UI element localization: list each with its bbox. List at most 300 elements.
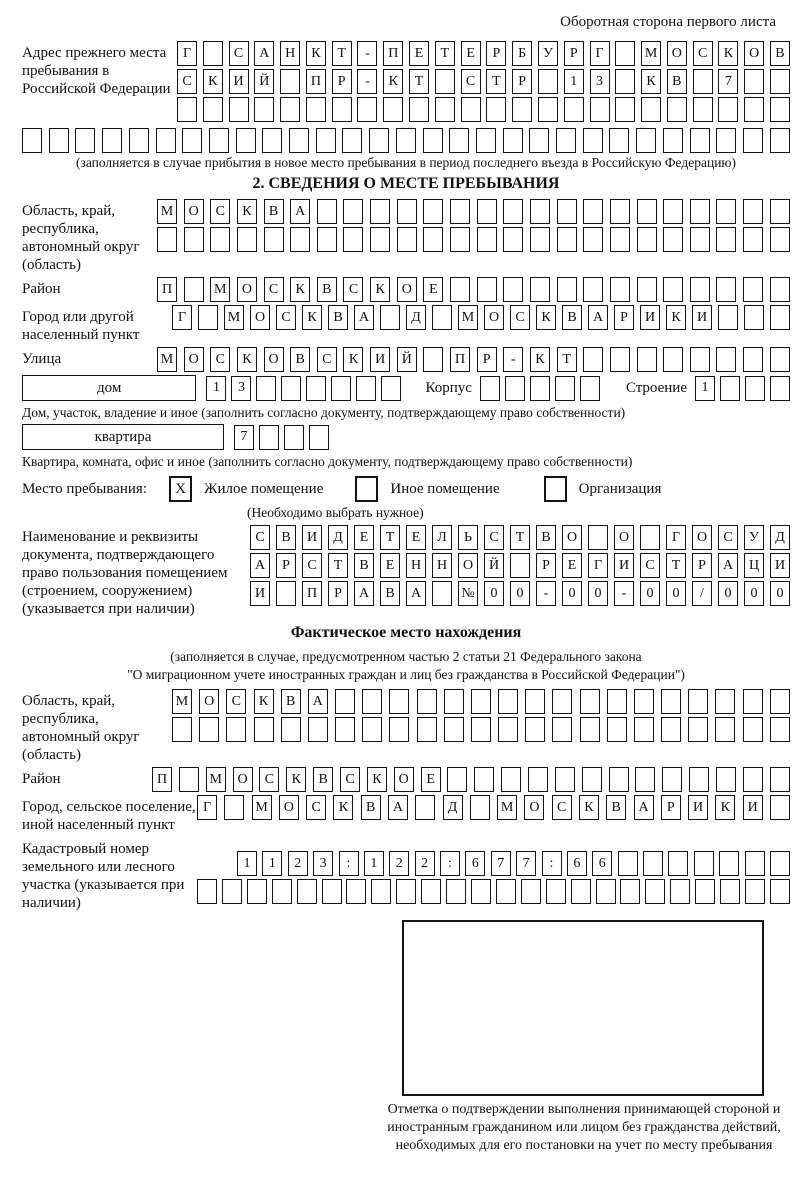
form-cell[interactable]	[667, 97, 687, 122]
form-cell[interactable]: В	[536, 525, 556, 550]
form-cell[interactable]	[607, 689, 627, 714]
form-cell[interactable]: Р	[332, 69, 352, 94]
form-cell[interactable]: 7	[516, 851, 536, 876]
form-cell[interactable]: Т	[435, 41, 455, 66]
form-cell[interactable]	[770, 128, 790, 153]
form-cell[interactable]	[370, 199, 390, 224]
form-cell[interactable]: П	[306, 69, 326, 94]
form-cell[interactable]	[609, 128, 629, 153]
form-cell[interactable]	[770, 277, 790, 302]
form-cell[interactable]	[356, 376, 376, 401]
form-cell[interactable]	[596, 879, 616, 904]
form-cell[interactable]	[203, 97, 223, 122]
form-cell[interactable]	[184, 277, 204, 302]
form-cell[interactable]: О	[692, 525, 712, 550]
form-cell[interactable]: Е	[461, 41, 481, 66]
form-cell[interactable]: К	[370, 277, 390, 302]
form-cell[interactable]	[743, 227, 763, 252]
form-cell[interactable]	[716, 199, 736, 224]
form-cell[interactable]	[743, 277, 763, 302]
form-cell[interactable]: С	[302, 553, 322, 578]
form-cell[interactable]	[210, 227, 230, 252]
form-cell[interactable]	[446, 879, 466, 904]
form-cell[interactable]	[538, 97, 558, 122]
form-cell[interactable]	[383, 97, 403, 122]
form-cell[interactable]	[719, 851, 739, 876]
form-cell[interactable]: П	[302, 581, 322, 606]
form-cell[interactable]	[396, 879, 416, 904]
form-cell[interactable]: Т	[486, 69, 506, 94]
form-cell[interactable]	[317, 227, 337, 252]
checkbox-organization[interactable]	[544, 476, 567, 502]
form-cell[interactable]	[525, 717, 545, 742]
form-cell[interactable]	[450, 199, 470, 224]
form-cell[interactable]	[610, 347, 630, 372]
form-cell[interactable]	[435, 69, 455, 94]
form-cell[interactable]	[556, 128, 576, 153]
form-cell[interactable]: 1	[564, 69, 584, 94]
form-cell[interactable]	[615, 97, 635, 122]
form-cell[interactable]	[607, 717, 627, 742]
form-cell[interactable]	[444, 717, 464, 742]
form-cell[interactable]	[280, 69, 300, 94]
form-cell[interactable]: Н	[432, 553, 452, 578]
form-cell[interactable]: К	[536, 305, 556, 330]
form-cell[interactable]: С	[640, 553, 660, 578]
form-cell[interactable]: Т	[380, 525, 400, 550]
form-cell[interactable]: И	[250, 581, 270, 606]
form-cell[interactable]: Ь	[458, 525, 478, 550]
form-cell[interactable]	[22, 128, 42, 153]
form-cell[interactable]	[381, 376, 401, 401]
form-cell[interactable]: А	[588, 305, 608, 330]
form-cell[interactable]: Т	[332, 41, 352, 66]
form-cell[interactable]: Е	[423, 277, 443, 302]
form-cell[interactable]	[280, 97, 300, 122]
form-cell[interactable]	[276, 581, 296, 606]
form-cell[interactable]	[663, 227, 683, 252]
form-cell[interactable]: 0	[562, 581, 582, 606]
form-cell[interactable]	[580, 717, 600, 742]
form-cell[interactable]	[645, 879, 665, 904]
form-cell[interactable]: Д	[328, 525, 348, 550]
form-cell[interactable]	[770, 879, 790, 904]
form-cell[interactable]	[156, 128, 176, 153]
form-cell[interactable]	[610, 199, 630, 224]
form-cell[interactable]	[580, 689, 600, 714]
form-cell[interactable]: О	[397, 277, 417, 302]
form-cell[interactable]: 0	[744, 581, 764, 606]
form-cell[interactable]: К	[237, 347, 257, 372]
form-cell[interactable]: 7	[234, 425, 254, 450]
form-cell[interactable]: Н	[280, 41, 300, 66]
form-cell[interactable]	[690, 347, 710, 372]
form-cell[interactable]: М	[458, 305, 478, 330]
form-cell[interactable]: 2	[288, 851, 308, 876]
form-cell[interactable]	[486, 97, 506, 122]
form-cell[interactable]: В	[313, 767, 333, 792]
form-cell[interactable]	[423, 227, 443, 252]
form-cell[interactable]: Г	[588, 553, 608, 578]
form-cell[interactable]: Г	[666, 525, 686, 550]
form-cell[interactable]	[247, 879, 267, 904]
form-cell[interactable]	[583, 277, 603, 302]
form-cell[interactable]: П	[157, 277, 177, 302]
form-cell[interactable]: А	[634, 795, 654, 820]
form-cell[interactable]	[695, 879, 715, 904]
form-cell[interactable]	[716, 277, 736, 302]
form-cell[interactable]: А	[250, 553, 270, 578]
form-cell[interactable]: С	[552, 795, 572, 820]
form-cell[interactable]	[209, 128, 229, 153]
form-cell[interactable]: Д	[770, 525, 790, 550]
form-cell[interactable]: -	[357, 69, 377, 94]
form-cell[interactable]	[770, 376, 790, 401]
form-cell[interactable]: С	[510, 305, 530, 330]
form-cell[interactable]	[331, 376, 351, 401]
form-cell[interactable]: И	[640, 305, 660, 330]
form-cell[interactable]	[423, 128, 443, 153]
form-cell[interactable]	[432, 581, 452, 606]
form-cell[interactable]: -	[503, 347, 523, 372]
form-cell[interactable]: 2	[415, 851, 435, 876]
form-cell[interactable]: Е	[421, 767, 441, 792]
form-cell[interactable]: И	[688, 795, 708, 820]
form-cell[interactable]: 1	[206, 376, 226, 401]
form-cell[interactable]: О	[264, 347, 284, 372]
form-cell[interactable]: Б	[512, 41, 532, 66]
form-cell[interactable]	[571, 879, 591, 904]
form-cell[interactable]	[635, 767, 655, 792]
form-cell[interactable]	[505, 376, 525, 401]
form-cell[interactable]: О	[250, 305, 270, 330]
form-cell[interactable]	[199, 717, 219, 742]
form-cell[interactable]	[609, 767, 629, 792]
form-cell[interactable]	[432, 305, 452, 330]
form-cell[interactable]: 0	[640, 581, 660, 606]
form-cell[interactable]	[272, 879, 292, 904]
form-cell[interactable]	[661, 689, 681, 714]
form-cell[interactable]	[693, 97, 713, 122]
form-cell[interactable]: К	[302, 305, 322, 330]
form-cell[interactable]	[770, 199, 790, 224]
form-cell[interactable]	[503, 277, 523, 302]
form-cell[interactable]	[640, 525, 660, 550]
form-cell[interactable]: М	[157, 347, 177, 372]
form-cell[interactable]	[157, 227, 177, 252]
form-cell[interactable]: Р	[512, 69, 532, 94]
form-cell[interactable]	[770, 851, 790, 876]
form-cell[interactable]: А	[388, 795, 408, 820]
form-cell[interactable]: С	[484, 525, 504, 550]
form-cell[interactable]: М	[172, 689, 192, 714]
form-cell[interactable]	[552, 717, 572, 742]
form-cell[interactable]	[743, 347, 763, 372]
form-cell[interactable]	[474, 767, 494, 792]
form-cell[interactable]: О	[199, 689, 219, 714]
form-cell[interactable]: К	[383, 69, 403, 94]
form-cell[interactable]: Р	[486, 41, 506, 66]
form-cell[interactable]	[197, 879, 217, 904]
form-cell[interactable]	[222, 879, 242, 904]
form-cell[interactable]	[370, 227, 390, 252]
form-cell[interactable]: А	[290, 199, 310, 224]
form-cell[interactable]	[743, 128, 763, 153]
form-cell[interactable]: С	[210, 199, 230, 224]
form-cell[interactable]: И	[229, 69, 249, 94]
form-cell[interactable]: С	[210, 347, 230, 372]
checkbox-other-premises[interactable]	[355, 476, 378, 502]
form-cell[interactable]: С	[229, 41, 249, 66]
form-cell[interactable]: С	[306, 795, 326, 820]
form-cell[interactable]	[745, 879, 765, 904]
form-cell[interactable]: Е	[380, 553, 400, 578]
form-cell[interactable]	[306, 376, 326, 401]
form-cell[interactable]	[690, 277, 710, 302]
form-cell[interactable]	[770, 717, 790, 742]
form-cell[interactable]	[530, 227, 550, 252]
form-cell[interactable]	[641, 97, 661, 122]
form-cell[interactable]	[423, 347, 443, 372]
form-cell[interactable]	[316, 128, 336, 153]
form-cell[interactable]	[498, 717, 518, 742]
form-cell[interactable]	[715, 689, 735, 714]
form-cell[interactable]: Й	[397, 347, 417, 372]
form-cell[interactable]	[290, 227, 310, 252]
form-cell[interactable]	[471, 879, 491, 904]
form-cell[interactable]: С	[340, 767, 360, 792]
form-cell[interactable]	[512, 97, 532, 122]
form-cell[interactable]: И	[302, 525, 322, 550]
form-cell[interactable]	[281, 376, 301, 401]
form-cell[interactable]	[343, 199, 363, 224]
form-cell[interactable]: В	[770, 41, 790, 66]
form-cell[interactable]: Г	[172, 305, 192, 330]
form-cell[interactable]	[636, 128, 656, 153]
form-cell[interactable]	[369, 128, 389, 153]
form-cell[interactable]: Т	[557, 347, 577, 372]
form-cell[interactable]	[716, 767, 736, 792]
form-cell[interactable]: О	[394, 767, 414, 792]
form-cell[interactable]	[620, 879, 640, 904]
form-cell[interactable]	[289, 128, 309, 153]
form-cell[interactable]	[177, 97, 197, 122]
form-cell[interactable]	[693, 69, 713, 94]
form-cell[interactable]: Т	[328, 553, 348, 578]
form-cell[interactable]	[415, 795, 435, 820]
form-cell[interactable]	[449, 128, 469, 153]
form-cell[interactable]	[718, 97, 738, 122]
form-cell[interactable]	[743, 717, 763, 742]
form-cell[interactable]: 1	[364, 851, 384, 876]
form-cell[interactable]	[720, 376, 740, 401]
form-cell[interactable]	[182, 128, 202, 153]
form-cell[interactable]	[322, 879, 342, 904]
form-cell[interactable]	[770, 305, 790, 330]
form-cell[interactable]	[716, 128, 736, 153]
form-cell[interactable]	[229, 97, 249, 122]
form-cell[interactable]: /	[692, 581, 712, 606]
form-cell[interactable]	[503, 128, 523, 153]
form-cell[interactable]: С	[264, 277, 284, 302]
form-cell[interactable]: М	[252, 795, 272, 820]
form-cell[interactable]: С	[461, 69, 481, 94]
form-cell[interactable]: Р	[614, 305, 634, 330]
form-cell[interactable]	[461, 97, 481, 122]
form-cell[interactable]: О	[614, 525, 634, 550]
form-cell[interactable]: 0	[718, 581, 738, 606]
form-cell[interactable]	[743, 689, 763, 714]
form-cell[interactable]	[744, 97, 764, 122]
form-cell[interactable]	[503, 227, 523, 252]
form-cell[interactable]	[557, 199, 577, 224]
form-cell[interactable]	[588, 525, 608, 550]
form-cell[interactable]	[688, 689, 708, 714]
form-cell[interactable]: К	[641, 69, 661, 94]
form-cell[interactable]: С	[250, 525, 270, 550]
form-cell[interactable]: Р	[276, 553, 296, 578]
form-cell[interactable]: В	[290, 347, 310, 372]
form-cell[interactable]: :	[542, 851, 562, 876]
form-cell[interactable]: О	[184, 199, 204, 224]
form-cell[interactable]	[662, 767, 682, 792]
form-cell[interactable]: Д	[406, 305, 426, 330]
form-cell[interactable]	[590, 97, 610, 122]
form-cell[interactable]: П	[383, 41, 403, 66]
form-cell[interactable]	[423, 199, 443, 224]
form-cell[interactable]	[555, 767, 575, 792]
form-cell[interactable]	[637, 347, 657, 372]
form-cell[interactable]	[284, 425, 304, 450]
form-cell[interactable]	[743, 767, 763, 792]
form-cell[interactable]	[552, 689, 572, 714]
form-cell[interactable]	[317, 199, 337, 224]
form-cell[interactable]: Е	[562, 553, 582, 578]
form-cell[interactable]	[343, 227, 363, 252]
form-cell[interactable]	[480, 376, 500, 401]
form-cell[interactable]	[770, 689, 790, 714]
form-cell[interactable]	[618, 851, 638, 876]
form-cell[interactable]: -	[614, 581, 634, 606]
form-cell[interactable]: С	[276, 305, 296, 330]
form-cell[interactable]	[254, 717, 274, 742]
form-cell[interactable]	[281, 717, 301, 742]
form-cell[interactable]	[583, 347, 603, 372]
form-cell[interactable]: 1	[262, 851, 282, 876]
form-cell[interactable]	[203, 41, 223, 66]
form-cell[interactable]: 0	[588, 581, 608, 606]
form-cell[interactable]	[224, 795, 244, 820]
form-cell[interactable]	[770, 347, 790, 372]
form-cell[interactable]: :	[440, 851, 460, 876]
form-cell[interactable]: С	[693, 41, 713, 66]
form-cell[interactable]: :	[339, 851, 359, 876]
form-cell[interactable]: С	[718, 525, 738, 550]
form-cell[interactable]: К	[718, 41, 738, 66]
form-cell[interactable]: А	[354, 581, 374, 606]
form-cell[interactable]: М	[210, 277, 230, 302]
form-cell[interactable]: О	[233, 767, 253, 792]
form-cell[interactable]	[447, 767, 467, 792]
form-cell[interactable]	[637, 199, 657, 224]
form-cell[interactable]	[470, 795, 490, 820]
form-cell[interactable]: К	[333, 795, 353, 820]
form-cell[interactable]	[389, 717, 409, 742]
form-cell[interactable]: -	[536, 581, 556, 606]
form-cell[interactable]: В	[380, 581, 400, 606]
form-cell[interactable]	[306, 97, 326, 122]
form-cell[interactable]	[770, 227, 790, 252]
form-cell[interactable]: К	[203, 69, 223, 94]
form-cell[interactable]: А	[354, 305, 374, 330]
form-cell[interactable]: А	[718, 553, 738, 578]
form-cell[interactable]: К	[715, 795, 735, 820]
form-cell[interactable]	[720, 879, 740, 904]
form-cell[interactable]	[380, 305, 400, 330]
form-cell[interactable]	[409, 97, 429, 122]
form-cell[interactable]: Т	[409, 69, 429, 94]
form-cell[interactable]: К	[286, 767, 306, 792]
form-cell[interactable]: В	[328, 305, 348, 330]
form-cell[interactable]	[557, 227, 577, 252]
form-cell[interactable]: С	[226, 689, 246, 714]
form-cell[interactable]	[637, 227, 657, 252]
form-cell[interactable]	[530, 199, 550, 224]
form-cell[interactable]: У	[538, 41, 558, 66]
form-cell[interactable]	[528, 767, 548, 792]
form-cell[interactable]	[503, 199, 523, 224]
form-cell[interactable]: Й	[254, 69, 274, 94]
form-cell[interactable]: О	[667, 41, 687, 66]
form-cell[interactable]	[184, 227, 204, 252]
form-cell[interactable]: Д	[443, 795, 463, 820]
form-cell[interactable]: К	[666, 305, 686, 330]
form-cell[interactable]	[670, 879, 690, 904]
form-cell[interactable]	[335, 717, 355, 742]
form-cell[interactable]	[332, 97, 352, 122]
form-cell[interactable]	[663, 347, 683, 372]
form-cell[interactable]: Г	[590, 41, 610, 66]
form-cell[interactable]: 6	[465, 851, 485, 876]
form-cell[interactable]: 7	[491, 851, 511, 876]
form-cell[interactable]	[583, 199, 603, 224]
form-cell[interactable]: С	[177, 69, 197, 94]
form-cell[interactable]	[450, 277, 470, 302]
form-cell[interactable]: И	[370, 347, 390, 372]
form-cell[interactable]: О	[279, 795, 299, 820]
form-cell[interactable]	[435, 97, 455, 122]
form-cell[interactable]: Ц	[744, 553, 764, 578]
form-cell[interactable]	[637, 277, 657, 302]
form-cell[interactable]	[610, 277, 630, 302]
form-cell[interactable]: О	[237, 277, 257, 302]
form-cell[interactable]: Н	[406, 553, 426, 578]
form-cell[interactable]: 2	[389, 851, 409, 876]
form-cell[interactable]	[471, 717, 491, 742]
form-cell[interactable]	[362, 689, 382, 714]
form-cell[interactable]: 1	[237, 851, 257, 876]
form-cell[interactable]	[477, 227, 497, 252]
form-cell[interactable]: 3	[231, 376, 251, 401]
form-cell[interactable]: О	[744, 41, 764, 66]
form-cell[interactable]	[421, 879, 441, 904]
form-cell[interactable]: 0	[484, 581, 504, 606]
form-cell[interactable]	[476, 128, 496, 153]
form-cell[interactable]: В	[317, 277, 337, 302]
form-cell[interactable]: Е	[409, 41, 429, 66]
form-cell[interactable]: К	[343, 347, 363, 372]
form-cell[interactable]	[744, 69, 764, 94]
